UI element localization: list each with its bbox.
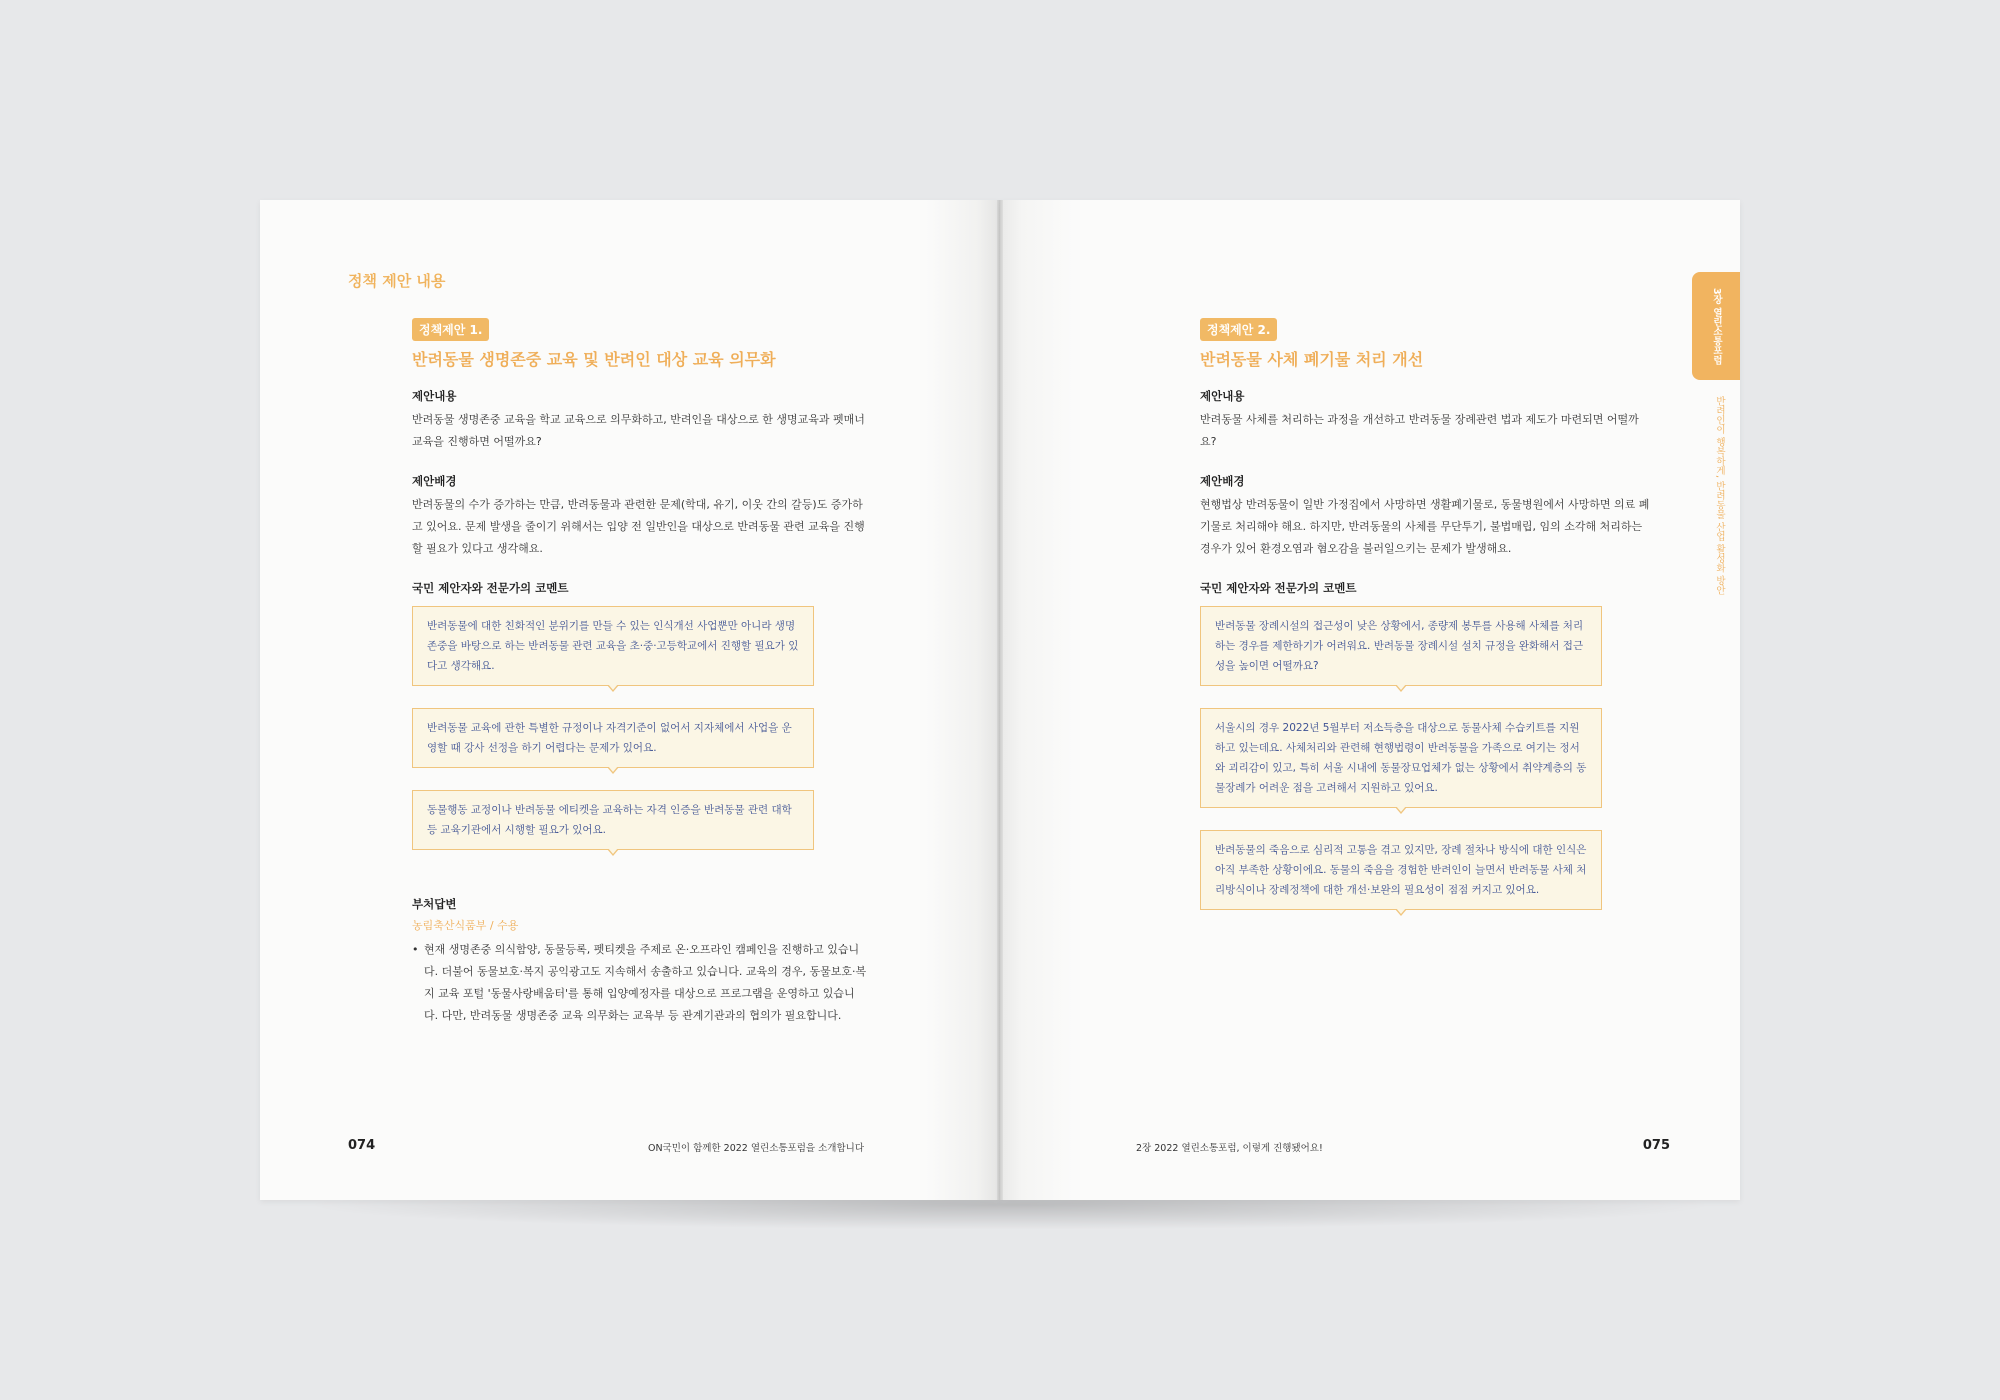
answer-text: 현재 생명존중 의식함양, 동물등록, 펫티켓을 주제로 온·오프라인 캠페인을 진행하고 있습니다. 더불어 동물보호·복지 공익광고도 지속해서 송출하고 있습니다. 교육의 경우, 동물보호·복지 교육 포털 '동물사랑배움터'를 통해 입양예정자를 대상으로 프로그램을 운영하고 있습니다. 다만, 반려동물 생명존중 교육 의무화는 교육부 등 관계기관과의 협의가 필요합니다.: [424, 943, 867, 1022]
comments-label: 국민 제안자와 전문가의 코멘트: [1200, 581, 1357, 595]
left-page: [260, 200, 1000, 1200]
background-label: 제안배경: [412, 474, 457, 488]
comments-label: 국민 제안자와 전문가의 코멘트: [412, 581, 569, 595]
answer-label: 부처답변: [412, 897, 457, 911]
proposal-badge: 정책제안 1.: [412, 318, 489, 341]
ministry-response: 농림축산식품부 / 수용: [412, 919, 519, 932]
page-footer: 2장 2022 열린소통포럼, 이렇게 진행됐어요!: [1136, 1143, 1323, 1154]
content-label: 제안내용: [1200, 389, 1245, 403]
background-label: 제안배경: [1200, 474, 1245, 488]
background-text: 현행법상 반려동물이 일반 가정집에서 사망하면 생활폐기물로, 동물병원에서 사망하면 의료 폐기물로 처리해야 해요. 하지만, 반려동물의 사체를 무단투기, 불법매립, 임의 소각해 처리하는 경우가 있어 환경오염과 혐오감을 불러일으키는 문제가 발생해요.: [1200, 498, 1650, 555]
chapter-tab[interactable]: [1692, 272, 1740, 380]
comment-box: 반려동물의 죽음으로 심리적 고통을 겪고 있지만, 장례 절차나 방식에 대한 인식은 아직 부족한 상황이에요. 동물의 죽음을 경험한 반려인이 늘면서 반려동물 사체 처리방식이나 장례정책에 대한 개선·보완의 필요성이 점점 커지고 있어요.: [1200, 830, 1602, 910]
answer-text-item: [412, 939, 867, 1027]
comment-box: 동물행동 교정이나 반려동물 에티켓을 교육하는 자격 인증을 반려동물 관련 대학 등 교육기관에서 시행할 필요가 있어요.: [412, 790, 814, 850]
comment-box: 반려동물에 대한 친화적인 분위기를 만들 수 있는 인식개선 사업뿐만 아니라 생명존중을 바탕으로 하는 반려동물 관련 교육을 초·중·고등학교에서 진행할 필요가 있다고 생각해요.: [412, 606, 814, 686]
proposal-title: 반려동물 사체 폐기물 처리 개선: [1200, 350, 1424, 369]
content-label: 제안내용: [412, 389, 457, 403]
content-text: 반려동물 생명존중 교육을 학교 교육으로 의무화하고, 반려인을 대상으로 한 생명교육과 펫매너 교육을 진행하면 어떨까요?: [412, 413, 865, 448]
chapter-tab-label: 3장 열린소통포럼: [1711, 287, 1722, 365]
proposal-block-1: [412, 318, 867, 1027]
chapter-subtitle: 반려인이 행복하게, 반려동물 산업 활성화 방안: [1714, 396, 1725, 595]
page-number: 074: [348, 1138, 376, 1153]
book-gutter: [997, 200, 1003, 1200]
comment-box: 반려동물 교육에 관한 특별한 규정이나 자격기준이 없어서 지자체에서 사업을 운영할 때 강사 선정을 하기 어렵다는 문제가 있어요.: [412, 708, 814, 768]
bullet-mark: •: [412, 943, 419, 956]
background-text: 반려동물의 수가 증가하는 만큼, 반려동물과 관련한 문제(학대, 유기, 이웃 간의 갈등)도 증가하고 있어요. 문제 발생을 줄이기 위해서는 입양 전 일반인을 대상으로 반려동물 관련 교육을 진행할 필요가 있다고 생각해요.: [412, 498, 865, 555]
proposal-title: 반려동물 생명존중 교육 및 반려인 대상 교육 의무화: [412, 350, 776, 369]
page-footer: ON국민이 함께한 2022 열린소통포럼을 소개합니다: [647, 1143, 864, 1154]
content-text: 반려동물 사체를 처리하는 과정을 개선하고 반려동물 장례관련 법과 제도가 마련되면 어떨까요?: [1200, 413, 1639, 448]
page-number: 075: [1642, 1138, 1670, 1153]
comment-box: 서울시의 경우 2022년 5월부터 저소득층을 대상으로 동물사체 수습키트를 지원하고 있는데요. 사체처리와 관련해 현행법령이 반려동물을 가족으로 여기는 정서와 괴리감이 있고, 특히 서울 시내에 동물장묘업체가 없는 상황에서 취약계층의 동물장례가 어려운 점을 고려해서 지원하고 있어요.: [1200, 708, 1602, 808]
right-page: [1000, 200, 1740, 1200]
proposal-block-2: [1200, 318, 1655, 932]
section-title: 정책 제안 내용: [348, 272, 446, 290]
proposal-badge: 정책제안 2.: [1200, 318, 1277, 341]
comment-box: 반려동물 장례시설의 접근성이 낮은 상황에서, 종량제 봉투를 사용해 사체를 처리하는 경우를 제한하기가 어려워요. 반려동물 장례시설 설치 규정을 완화해서 접근성을 높이면 어떨까요?: [1200, 606, 1602, 686]
